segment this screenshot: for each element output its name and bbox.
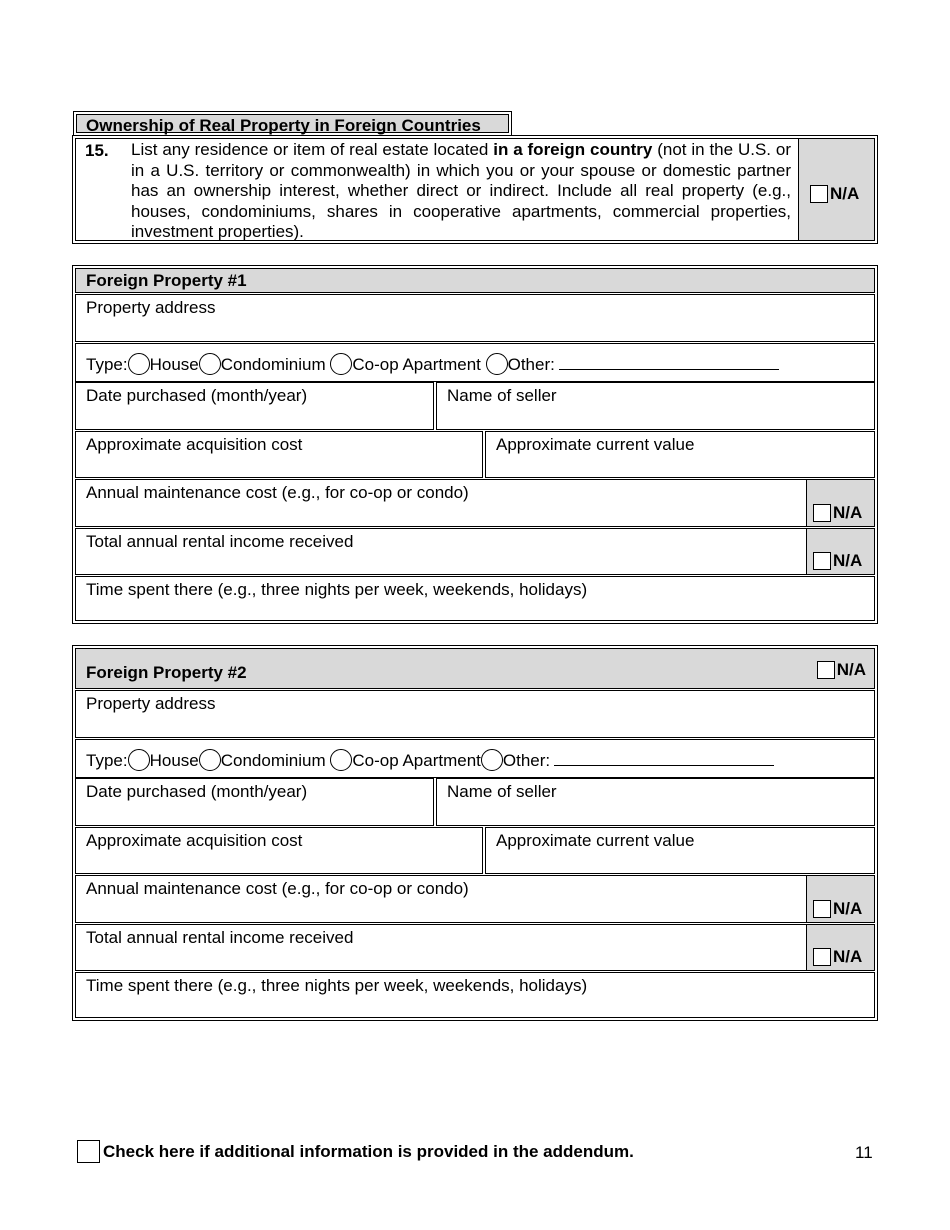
addendum-label: Check here if additional information is provided in the addendum. — [103, 1141, 634, 1161]
rental-na[interactable]: N/A — [813, 947, 862, 967]
foreign-property-1 — [72, 265, 878, 624]
addendum-checkbox[interactable] — [77, 1140, 100, 1163]
maintenance-na[interactable]: N/A — [813, 899, 862, 919]
type-other-radio[interactable] — [486, 353, 508, 375]
page-number: 11 — [855, 1143, 873, 1162]
question-15-box — [72, 135, 878, 244]
property-1-date-field[interactable]: Date purchased (month/year) — [75, 382, 434, 430]
type-other-input[interactable] — [559, 355, 779, 370]
property-2-value-field[interactable]: Approximate current value — [485, 827, 875, 874]
property-2-date-field[interactable]: Date purchased (month/year) — [75, 778, 434, 826]
type-house-radio[interactable] — [128, 353, 150, 375]
rental-na[interactable]: N/A — [813, 551, 862, 571]
type-house-radio[interactable] — [128, 749, 150, 771]
type-condominium-radio[interactable] — [199, 353, 221, 375]
property-2-maintenance-field[interactable]: Annual maintenance cost (e.g., for co-op or condo) N/A — [75, 875, 875, 923]
na-checkbox[interactable] — [813, 948, 831, 966]
type-other-input[interactable] — [554, 751, 774, 766]
addendum-check[interactable] — [77, 1140, 634, 1163]
property-2-seller-field[interactable]: Name of seller — [436, 778, 875, 826]
property-2-time-field[interactable]: Time spent there (e.g., three nights per week, weekends, holidays) — [75, 972, 875, 1018]
na-checkbox[interactable] — [813, 504, 831, 522]
property-2-rental-field[interactable]: Total annual rental income received N/A — [75, 924, 875, 971]
property-2-header: Foreign Property #2 N/A — [75, 648, 875, 689]
property-2-na[interactable]: N/A — [817, 660, 866, 680]
question-number: 15. — [85, 141, 109, 160]
property-1-type-row: Type: House Condominium Co-op Apartment Other: — [75, 343, 875, 382]
na-checkbox[interactable] — [813, 552, 831, 570]
property-1-acquisition-field[interactable]: Approximate acquisition cost — [75, 431, 483, 478]
property-1-header: Foreign Property #1 — [75, 268, 875, 293]
section-title: Ownership of Real Property in Foreign Countries — [76, 114, 509, 133]
property-2-type-row: Type: House Condominium Co-op Apartment Other: — [75, 739, 875, 778]
type-condominium-radio[interactable] — [199, 749, 221, 771]
na-checkbox[interactable] — [817, 661, 835, 679]
section-header — [73, 111, 512, 136]
type-other-radio[interactable] — [481, 749, 503, 771]
na-checkbox[interactable] — [813, 900, 831, 918]
property-1-rental-field[interactable]: Total annual rental income received N/A — [75, 528, 875, 575]
maintenance-na[interactable]: N/A — [813, 503, 862, 523]
property-1-address-field[interactable]: Property address — [75, 294, 875, 342]
property-2-acquisition-field[interactable]: Approximate acquisition cost — [75, 827, 483, 874]
property-1-time-field[interactable]: Time spent there (e.g., three nights per week, weekends, holidays) — [75, 576, 875, 621]
type-coop-radio[interactable] — [330, 749, 352, 771]
property-1-seller-field[interactable]: Name of seller — [436, 382, 875, 430]
type-coop-radio[interactable] — [330, 353, 352, 375]
property-2-address-field[interactable]: Property address — [75, 690, 875, 738]
property-1-value-field[interactable]: Approximate current value — [485, 431, 875, 478]
question-text: List any residence or item of real estate located in a foreign country (not in the U.S. or in a U.S. territory or commonwealth) in which you or your spouse or domestic partner has an ownership interest, whether direct or indirect. Include all real property (e.g., houses, condominiums, shares in cooperative apartments, commercial properties, investment properties). — [131, 140, 791, 241]
foreign-property-2 — [72, 645, 878, 1021]
na-checkbox[interactable] — [810, 185, 828, 203]
property-1-maintenance-field[interactable]: Annual maintenance cost (e.g., for co-op or condo) N/A — [75, 479, 875, 527]
question-15-na[interactable]: N/A — [810, 184, 859, 204]
